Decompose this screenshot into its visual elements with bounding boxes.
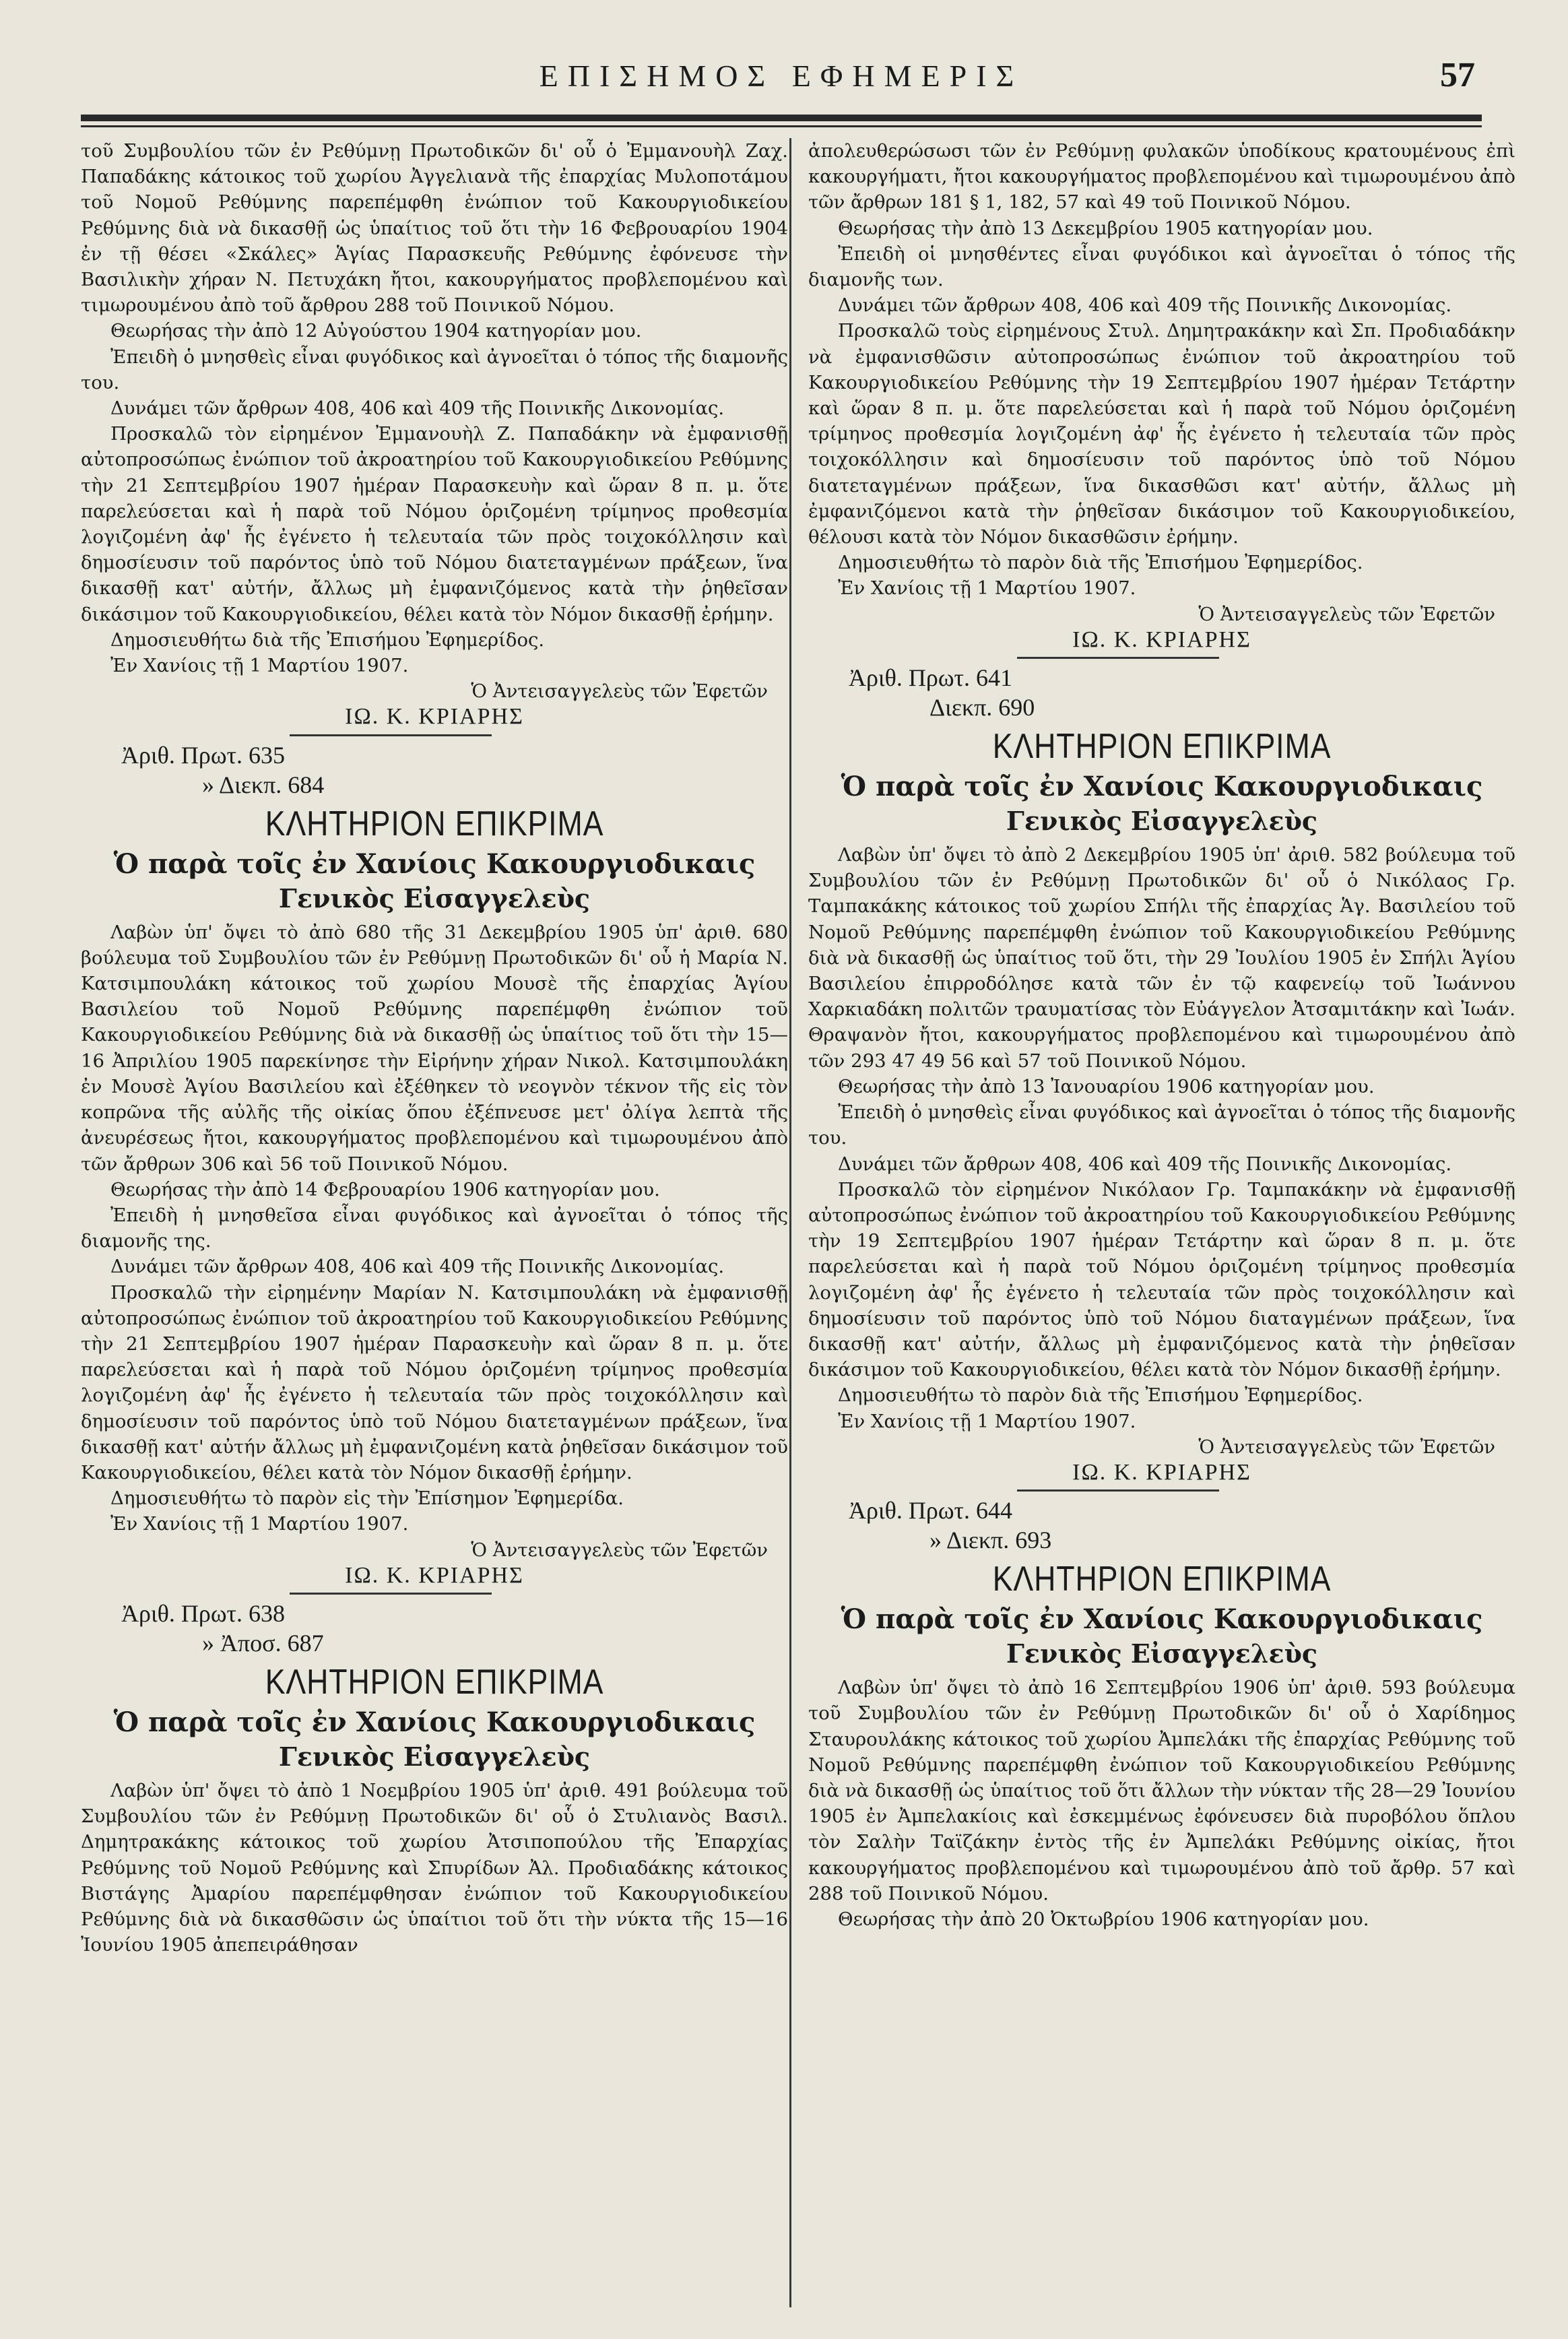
body-paragraph: Θεωρήσας τὴν ἀπὸ 12 Αὐγούστου 1904 κατηγορίαν μου. [110,320,642,342]
header-rule-thick [81,115,1482,121]
body-paragraph: Προσκαλῶ τὸν εἰρημένον Ἐμμανουὴλ Ζ. Παπαδάκην νὰ ἐμφανισθῇ αὐτοπροσώπως ἐνώπιον τοῦ ἀκροατηρίου τοῦ Κακουργιοδικείου Ρεθύμνης τὴν 21 Σεπτεμβρίου 1907 ἡμέραν Παρασκευὴν καὶ ὥραν 8 π. μ. ὅτε παρελεύσεται καὶ ἡ παρὰ τοῦ Νόμου ὁριζομένη τρίμηνος προθεσμία λογιζομένη ἀφ' ἧς ἐγένετο ἡ τελευταία τῶν πρὸς τοιχοκόλλησιν καὶ δημοσίευσιν τοῦ παρόντος ὑπὸ τοῦ Νόμου διατεταγμένων πράξεων, ἵνα δικασθῇ κατ' αὐτήν, ἄλλως μὴ ἐμφανιζόμενος κατὰ τὴν ῥηθεῖσαν δικάσιμον τοῦ Κακουργιοδικείου, θέλει κατὰ τὸν Νόμον δικασθῇ ἐρήμην. [81,423,788,625]
dispatch-number: » Διεκπ. 684 [202,771,325,798]
section-rule [1017,1489,1219,1492]
dispatch-number: » Διεκπ. 693 [929,1527,1052,1554]
body-paragraph: Θεωρήσας τὴν ἀπὸ 13 Δεκεμβρίου 1905 κατηγορίαν μου. [838,217,1373,239]
protocol-number: Ἀριθ. Πρωτ. 641 [849,664,1013,692]
dispatch-number: Διεκπ. 690 [929,694,1035,722]
section-rule [290,734,492,736]
protocol-number: Ἀριθ. Πρωτ. 638 [121,1599,286,1627]
body-paragraph: Δημοσιευθήτω τὸ παρὸν διὰ τῆς Ἐπισήμου Ἐφημερίδος. [838,552,1363,574]
body-paragraph: Δυνάμει τῶν ἄρθρων 408, 406 καὶ 409 τῆς Ποινικῆς Δικονομίας. [838,294,1452,317]
section-rule [290,1593,492,1595]
court-line: Ὁ παρὰ τοῖς ἐν Χανίοις Κακουργιοδικαις [841,1603,1483,1636]
body-paragraph: ἀπολευθερώσωσι τῶν ἐν Ρεθύμνῃ φυλακῶν ὑποδίκους κρατουμένους ἐπὶ κακουργήματι, ἤτοι κακουργήματος προβλεπομένου καὶ τιμωρουμένου ἀπὸ τῶν ἄρθρων 181 § 1, 182, 57 καὶ 49 τοῦ Ποινικοῦ Νόμου. [808,140,1515,214]
signature-title: Ὁ Ἀντεισαγγελεὺς τῶν Ἐφετῶν [471,1539,768,1561]
body-paragraph: Δυνάμει τῶν ἄρθρων 408, 406 καὶ 409 τῆς Ποινικῆς Δικονομίας. [838,1153,1452,1175]
signature-name: ΙΩ. Κ. ΚΡΙΑΡΗΣ [1072,627,1251,652]
reference-block [121,1599,788,1658]
court-line: Ὁ παρὰ τοῖς ἐν Χανίοις Κακουργιοδικαις [113,1706,756,1738]
office-line: Γενικὸς Εἰσαγγελεὺς [1006,806,1318,837]
signature-title: Ὁ Ἀντεισαγγελεὺς τῶν Ἐφετῶν [1198,603,1495,625]
body-paragraph: Θεωρήσας τὴν ἀπὸ 20 Ὀκτωβρίου 1906 κατηγορίαν μου. [838,1908,1369,1930]
signature-title: Ὁ Ἀντεισαγγελεὺς τῶν Ἐφετῶν [1198,1436,1495,1458]
body-paragraph: Λαβὼν ὑπ' ὄψει τὸ ἀπὸ 16 Σεπτεμβρίου 1906 ὑπ' ἀριθ. 593 βούλευμα τοῦ Συμβουλίου τῶν ἐν Ρεθύμνῃ Πρωτοδικῶν δι' οὗ ὁ Χαρίδημος Σταυρουλάκης κάτοικος τοῦ χωρίου Ἀμπελάκι τῆς ἐπαρχίας Ρεθύμνης τοῦ Νομοῦ Ρεθύμνης παρεπέμφθη ἐνώπιον τοῦ Κακουργιοδικείου Ρεθύμνης διὰ νὰ δικασθῇ ὡς ὑπαίτιος τοῦ ὅτι ἄλλων τὴν νύκταν τῆς 28—29 Ἰουνίου 1905 ἐν Ἀμπελακίοις καὶ ἐσκεμμένως ἐφόνευσεν διὰ πυροβόλου ὅπλου τὸν Σαλὴν Ταϊζάκην ἐντὸς τῆς ἐν Ἀμπελάκι Ρεθύμνης οἰκίας, ἤτοι κακουργήματος προβλεπομένου καὶ τιμωρουμένου ἀπὸ τοῦ ἄρθρ. 57 καὶ 288 τοῦ Ποινικοῦ Νόμου. [808,1677,1515,1904]
body-paragraph: Ἐπειδὴ ὁ μνησθεὶς εἶναι φυγόδικος καὶ ἀγνοεῖται ὁ τόπος τῆς διαμονῆς του. [81,346,788,393]
page-number: 57 [1440,56,1475,94]
reference-block [849,663,1515,722]
reference-block [849,1496,1515,1555]
notice-heading: ΚΛΗΤΗΡΙΟΝ ΕΠΙΚΡΙΜΑ [992,727,1332,767]
body-paragraph: Λαβὼν ὑπ' ὄψει τὸ ἀπὸ 1 Νοεμβρίου 1905 ὑπ' ἀριθ. 491 βούλευμα τοῦ Συμβουλίου τῶν ἐν Ρεθύμνῃ Πρωτοδικῶν δι' οὗ ὁ Στυλιανὸς Βασιλ. Δημητρακάκης κάτοικος τοῦ χωρίου Ἀτσιποπούλου τῆς Ἐπαρχίας Ρεθύμνης τοῦ Νομοῦ Ρεθύμνης καὶ Σπυρίδων Ἀλ. Προδιαδάκης κάτοικος Βιστάγης Ἀμαρίου παρεπέμφθησαν ἐνώπιον τοῦ Κακουργιοδικείου Ρεθύμνης διὰ νὰ δικασθῶσιν ὡς ὑπαίτιοι τοῦ ὅτι τὴν νύκτα τῆς 15—16 Ἰουνίου 1905 ἀπεπειράθησαν [81,1779,788,1956]
date-line: Ἐν Χανίοις τῇ 1 Μαρτίου 1907. [838,1410,1136,1432]
column-divider [789,138,791,2307]
notice-heading: ΚΛΗΤΗΡΙΟΝ ΕΠΙΚΡΙΜΑ [265,1662,604,1702]
notice-heading: ΚΛΗΤΗΡΙΟΝ ΕΠΙΚΡΙΜΑ [265,804,604,843]
body-paragraph: Δυνάμει τῶν ἄρθρων 408, 406 καὶ 409 τῆς Ποινικῆς Δικονομίας. [110,397,725,420]
office-line: Γενικὸς Εἰσαγγελεὺς [278,1741,591,1772]
protocol-number: Ἀριθ. Πρωτ. 644 [849,1497,1013,1525]
signature-name: ΙΩ. Κ. ΚΡΙΑΡΗΣ [1072,1459,1251,1485]
signature-title: Ὁ Ἀντεισαγγελεὺς τῶν Ἐφετῶν [471,680,768,703]
protocol-number: Ἀριθ. Πρωτ. 635 [121,741,286,769]
body-paragraph: Ἐπειδὴ οἱ μνησθέντες εἶναι φυγόδικοι καὶ ἀγνοεῖται ὁ τόπος τῆς διαμονῆς των. [808,243,1515,291]
office-line: Γενικὸς Εἰσαγγελεὺς [278,883,591,914]
body-paragraph: Δημοσιευθήτω τὸ παρὸν εἰς τὴν Ἐπίσημον Ἐφημερίδα. [110,1487,624,1510]
body-paragraph: Ἐπειδὴ ὁ μνησθεὶς εἶναι φυγόδικος καὶ ἀγνοεῖται ὁ τόπος τῆς διαμονῆς του. [808,1101,1515,1149]
body-paragraph: Προσκαλῶ τὴν εἰρημένην Μαρίαν Ν. Κατσιμπουλάκη νὰ ἐμφανισθῇ αὐτοπροσώπως ἐνώπιον τοῦ ἀκροατηρίου τοῦ Κακουργιοδικείου Ρεθύμνης τὴν 21 Σεπτεμβρίου 1907 ἡμέραν Παρασκευὴν καὶ ὥραν 8 π. μ. ὅτε παρελεύσεται καὶ ἡ παρὰ τοῦ Νόμου ὁριζομένη τρίμηνος προθεσμία λογιζομένη ἀφ' ἧς ἐγένετο ἡ τελευταία τῶν πρὸς τοιχοκόλλησιν καὶ δημοσίευσιν τοῦ παρόντος ὑπὸ τοῦ Νόμου διατεταγμένων πράξεων, ἵνα δικασθῇ κατ' αὐτήν ἄλλως μὴ ἐμφανιζομένη κατὰ ῥηθεῖσαν δικάσιμον τοῦ Κακουργιοδικείου, θέλει κατὰ τὸν Νόμον δικασθῇ ἐρήμην. [81,1281,788,1483]
date-line: Ἐν Χανίοις τῇ 1 Μαρτίου 1907. [110,1513,409,1535]
court-line: Ὁ παρὰ τοῖς ἐν Χανίοις Κακουργιοδικαις [841,771,1483,803]
signature-name: ΙΩ. Κ. ΚΡΙΑΡΗΣ [345,704,524,730]
reference-block [121,740,788,800]
body-paragraph: Δημοσιευθήτω διὰ τῆς Ἐπισήμου Ἐφημερίδος. [110,629,545,651]
body-paragraph: Δημοσιευθήτω τὸ παρὸν διὰ τῆς Ἐπισήμου Ἐφημερίδος. [838,1384,1363,1407]
body-paragraph: Ἐπειδὴ ἡ μνησθεῖσα εἶναι φυγόδικος καὶ ἀγνοεῖται ὁ τόπος τῆς διαμονῆς της. [81,1204,788,1252]
left-column [81,138,788,2307]
date-line: Ἐν Χανίοις τῇ 1 Μαρτίου 1907. [838,577,1136,600]
body-paragraph: Δυνάμει τῶν ἄρθρων 408, 406 καὶ 409 τῆς Ποινικῆς Δικονομίας. [110,1256,725,1278]
office-line: Γενικὸς Εἰσαγγελεὺς [1006,1638,1318,1669]
body-paragraph: Λαβὼν ὑπ' ὄψει τὸ ἀπὸ 680 τῆς 31 Δεκεμβρίου 1905 ὑπ' ἀριθ. 680 βούλευμα τοῦ Συμβουλίου τῶν ἐν Ρεθύμνῃ Πρωτοδικῶν δι' οὗ ἡ Μαρία Ν. Κατσιμπουλάκη κάτοικος τοῦ χωρίου Μουσὲ τῆς ἐπαρχίας Ἁγίου Βασιλείου τοῦ Νομοῦ Ρεθύμνης παρεπέμφθη ἐνώπιον τοῦ Κακουργιοδικείου Ρεθύμνης διὰ νὰ δικασθῇ ὡς ὑπαίτιος τοῦ ὅτι τὴν 15—16 Ἀπριλίου 1905 παρεκίνησε τὴν Εἰρήνην χήραν Νικολ. Κατσιμπουλάκη ἐν Μουσὲ Ἁγίου Βασιλείου καὶ ἐξέθηκεν τὸ νεογνὸν τέκνον τῆς εἰς τὸν κοπρῶνα τῆς αὐλῆς τῆς οἰκίας ὅπου ἐξέπνευσε μετ' ὀλίγα λεπτὰ τῆς ἀνευρέσεως ἤτοι, κακουργήματος προβλεπομένου καὶ τιμωρουμένου ἀπὸ τῶν ἄρθρων 306 καὶ 56 τοῦ Ποινικοῦ Νόμου. [81,921,788,1175]
court-line: Ὁ παρὰ τοῖς ἐν Χανίοις Κακουργιοδικαις [113,847,756,880]
body-paragraph: Θεωρήσας τὴν ἀπὸ 13 Ἰανουαρίου 1906 κατηγορίαν μου. [838,1075,1375,1097]
masthead [81,40,1482,115]
section-rule [1017,657,1219,659]
newspaper-title: ΕΠΙΣΗΜΟΣ ΕΦΗΜΕΡΙΣ [539,59,1024,93]
notice-heading: ΚΛΗΤΗΡΙΟΝ ΕΠΙΚΡΙΜΑ [992,1560,1332,1599]
body-paragraph: Προσκαλῶ τὸν εἰρημένον Νικόλαον Γρ. Ταμπακάκην νὰ ἐμφανισθῇ αὐτοπροσώπως ἐνώπιον τοῦ ἀκροατηρίου τοῦ Κακουργιοδικείου Ρεθύμνης τὴν 19 Σεπτεμβρίου 1907 ἡμέραν Τετάρτην καὶ ὥραν 8 π. μ. ὅτε παρελεύσεται καὶ ἡ παρὰ τοῦ Νόμου ὁριζομένη τρίμηνος προθεσμία λογιζομένη ἀφ' ἧς ἐγένετο ἡ τελευταία τῶν πρὸς τοιχοκόλλησιν καὶ δημοσίευσιν τοῦ παρόντος ὑπὸ τοῦ Νόμου διαταγμένων πράξεων, ἵνα δικασθῇ κατ' αὐτήν, ἄλλως μὴ ἐμφανιζόμενος κατὰ τὴν ῥηθεῖσαν δικάσιμον τοῦ Κακουργιοδικείου, θέλει κατὰ τὸν Νόμον δικασθῇ ἐρήμην. [808,1178,1515,1381]
body-paragraph: τοῦ Συμβουλίου τῶν ἐν Ρεθύμνῃ Πρωτοδικῶν δι' οὗ ὁ Ἐμμανουὴλ Ζαχ. Παπαδάκης κάτοικος τοῦ χωρίου Ἀγγελιανὰ τῆς ἐπαρχίας Μυλοποτάμου τοῦ Νομοῦ Ρεθύμνης παρεπέμφθη ἐνώπιον τοῦ Κακουργιοδικείου Ρεθύμνης διὰ νὰ δικασθῇ ὡς ὑπαίτιος τοῦ ὅτι τὴν 16 Φεβρουαρίου 1904 ἐν τῇ θέσει «Σκάλες» Ἁγίας Παρασκευῆς Ρεθύμνης ἐφόνευσε τὴν Βασιλικὴν χήραν Ν. Πετυχάκη ἤτοι, κακουργήματος προβλεπομένου καὶ τιμωρουμένου ἀπὸ τοῦ ἄρθρου 288 τοῦ Ποινικοῦ Νόμου. [81,140,788,317]
header-rule-thin [81,125,1482,127]
body-paragraph: Λαβὼν ὑπ' ὄψει τὸ ἀπὸ 2 Δεκεμβρίου 1905 ὑπ' ἀριθ. 582 βούλευμα τοῦ Συμβουλίου τῶν ἐν Ρεθύμνῃ Πρωτοδικῶν δι' οὗ ὁ Νικόλαος Γρ. Ταμπακάκης κάτοικος τοῦ χωρίου Σπήλι τῆς ἐπαρχίας Ἁγ. Βασιλείου τοῦ Νομοῦ Ρεθύμνης παρεπέμφθη ἐνώπιον τοῦ Κακουργιοδικείου Ρεθύμνης διὰ νὰ δικασθῇ ὡς ὑπαίτιος τοῦ ὅτι, τὴν 29 Ἰουλίου 1905 ἐν Σπήλι Ἁγίου Βασιλείου ἐπιρροδόλησε κατὰ τῶν ἐν τῷ καφενείῳ τοῦ Ἰωάννου Χαρκιαδάκη πολιτῶν τραυματίσας τὸν Εὐάγγελον Ἀτσαμιτάκην καὶ Ἰωάν. Θραψανὸν ἤτοι, κακουργήματος προβλεπομένου καὶ τιμωρουμένου ἀπὸ τῶν 293 47 49 56 καὶ 57 τοῦ Ποινικοῦ Νόμου. [808,844,1515,1072]
body-paragraph: Θεωρήσας τὴν ἀπὸ 14 Φεβρουαρίου 1906 κατηγορίαν μου. [110,1178,660,1200]
signature-name: ΙΩ. Κ. ΚΡΙΑΡΗΣ [345,1562,524,1588]
dispatch-number: » Ἀποσ. 687 [202,1629,324,1657]
body-paragraph: Προσκαλῶ τοὺς εἰρημένους Στυλ. Δημητρακάκην καὶ Σπ. Προδιαδάκην νὰ ἐμφανισθῶσιν αὐτοπροσώπως ἐνώπιον τοῦ ἀκροατηρίου τοῦ Κακουργιοδικείου Ρεθύμνης τὴν 19 Σεπτεμβρίου 1907 ἡμέραν Τετάρτην καὶ ὥραν 8 π. μ. ὅτε παρελεύσεται καὶ ἡ παρὰ τοῦ Νόμου ὁριζομένη τρίμηνος προθεσμία λογιζομένη ἀφ' ἧς ἐγένετο ἡ τελευταία τῶν πρὸς τοιχοκόλλησιν καὶ δημοσίευσιν τοῦ παρόντος ὑπὸ τοῦ Νόμου διατεταγμένων πράξεων, ἵνα δικασθῶσι κατ' αὐτήν, ἄλλως μὴ ἐμφανιζόμενοι κατὰ τὴν ῥηθεῖσαν δικάσιμον τοῦ Κακουργιοδικείου, θέλουσι κατὰ τὸν Νόμον δικασθῶσιν ἐρήμην. [808,320,1515,548]
date-line: Ἐν Χανίοις τῇ 1 Μαρτίου 1907. [110,655,409,677]
right-column [808,138,1515,2307]
